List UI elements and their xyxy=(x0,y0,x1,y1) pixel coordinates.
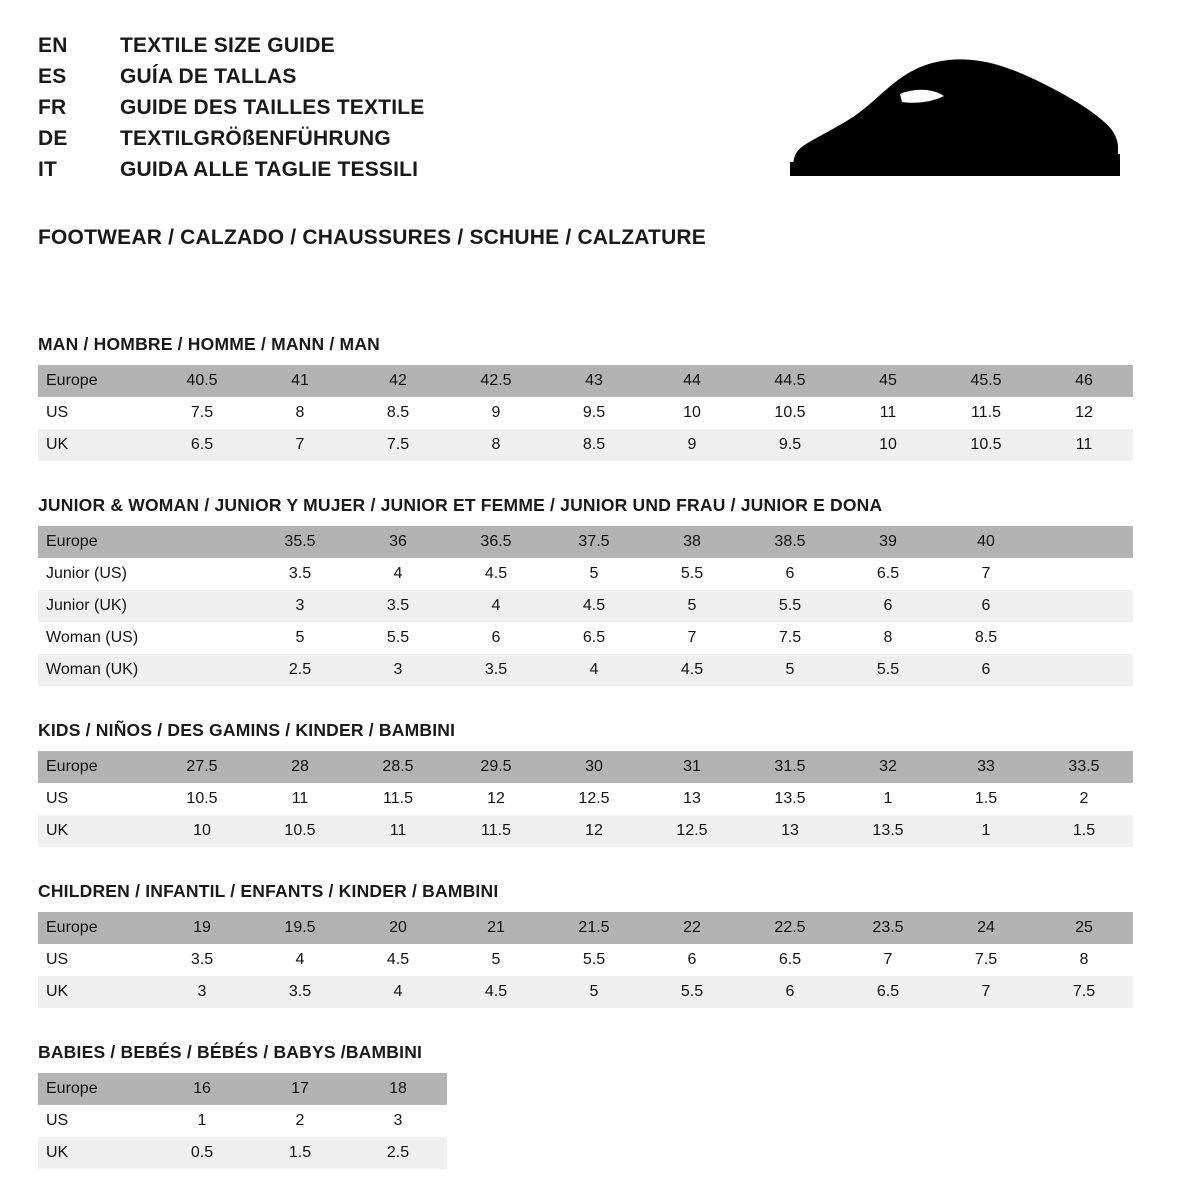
cell: 32 xyxy=(839,751,937,783)
cell: 7.5 xyxy=(1035,976,1133,1008)
cell: 5.5 xyxy=(643,976,741,1008)
cell: 42 xyxy=(349,365,447,397)
row-label: Europe xyxy=(38,751,153,783)
cell xyxy=(153,622,251,654)
language-row xyxy=(38,30,424,61)
cell: 3.5 xyxy=(251,558,349,590)
cell: 7.5 xyxy=(937,944,1035,976)
cell: 8.5 xyxy=(937,622,1035,654)
row-label: UK xyxy=(38,1137,153,1169)
table-row xyxy=(38,815,1133,847)
cell: 40.5 xyxy=(153,365,251,397)
cell: 1 xyxy=(839,783,937,815)
table-row xyxy=(38,590,1133,622)
cell: 13 xyxy=(741,815,839,847)
cell: 4.5 xyxy=(349,944,447,976)
row-label: Woman (UK) xyxy=(38,654,153,686)
cell: 12.5 xyxy=(545,783,643,815)
cell: 12 xyxy=(545,815,643,847)
cell: 4.5 xyxy=(545,590,643,622)
language-title: TEXTILE SIZE GUIDE xyxy=(120,34,335,57)
language-list xyxy=(38,30,424,185)
table-row xyxy=(38,1137,447,1169)
section-babies xyxy=(38,1042,1162,1169)
cell: 9.5 xyxy=(545,397,643,429)
size-table-junior-woman xyxy=(38,526,1133,686)
cell: 5.5 xyxy=(741,590,839,622)
language-title: GUÍA DE TALLAS xyxy=(120,65,297,88)
cell: 0.5 xyxy=(153,1137,251,1169)
cell: 23.5 xyxy=(839,912,937,944)
cell: 1 xyxy=(153,1105,251,1137)
cell: 4.5 xyxy=(643,654,741,686)
cell: 3.5 xyxy=(349,590,447,622)
cell: 6.5 xyxy=(153,429,251,461)
language-code: ES xyxy=(38,65,67,88)
cell: 10.5 xyxy=(153,783,251,815)
language-row xyxy=(38,61,424,92)
cell: 8 xyxy=(839,622,937,654)
cell: 3.5 xyxy=(447,654,545,686)
cell: 1.5 xyxy=(1035,815,1133,847)
table-row xyxy=(38,976,1133,1008)
section-man xyxy=(38,334,1162,461)
cell: 35.5 xyxy=(251,526,349,558)
row-label: Europe xyxy=(38,526,153,558)
cell: 45.5 xyxy=(937,365,1035,397)
row-label: US xyxy=(38,397,153,429)
cell: 31.5 xyxy=(741,751,839,783)
cell: 6 xyxy=(937,590,1035,622)
cell: 38 xyxy=(643,526,741,558)
cell xyxy=(153,526,251,558)
cell: 13 xyxy=(643,783,741,815)
cell: 8.5 xyxy=(545,429,643,461)
cell: 27.5 xyxy=(153,751,251,783)
cell: 5 xyxy=(741,654,839,686)
cell: 4 xyxy=(349,558,447,590)
row-label: UK xyxy=(38,976,153,1008)
cell: 42.5 xyxy=(447,365,545,397)
cell: 5.5 xyxy=(545,944,643,976)
cell: 6 xyxy=(741,558,839,590)
cell: 7 xyxy=(643,622,741,654)
cell: 5 xyxy=(643,590,741,622)
cell: 19.5 xyxy=(251,912,349,944)
cell: 6 xyxy=(937,654,1035,686)
cell: 6 xyxy=(839,590,937,622)
section-title: CHILDREN / INFANTIL / ENFANTS / KINDER / BAMBINI xyxy=(38,881,499,901)
cell: 11.5 xyxy=(937,397,1035,429)
language-title: GUIDA ALLE TAGLIE TESSILI xyxy=(120,158,419,181)
cell: 3 xyxy=(349,1105,447,1137)
dress-shoe-icon xyxy=(782,58,1122,193)
language-row xyxy=(38,92,424,123)
cell: 4.5 xyxy=(447,976,545,1008)
cell xyxy=(1035,590,1133,622)
cell: 44 xyxy=(643,365,741,397)
row-label: US xyxy=(38,783,153,815)
cell: 11 xyxy=(839,397,937,429)
section-title: KIDS / NIÑOS / DES GAMINS / KINDER / BAMBINI xyxy=(38,720,456,740)
cell: 46 xyxy=(1035,365,1133,397)
table-row xyxy=(38,654,1133,686)
cell: 20 xyxy=(349,912,447,944)
cell: 37.5 xyxy=(545,526,643,558)
table-row xyxy=(38,1073,447,1105)
cell: 2 xyxy=(251,1105,349,1137)
cell: 22.5 xyxy=(741,912,839,944)
cell: 24 xyxy=(937,912,1035,944)
cell: 3.5 xyxy=(251,976,349,1008)
cell: 11 xyxy=(251,783,349,815)
table-row xyxy=(38,783,1133,815)
cell: 18 xyxy=(349,1073,447,1105)
cell xyxy=(153,590,251,622)
cell: 31 xyxy=(643,751,741,783)
size-table-kids xyxy=(38,751,1133,847)
cell: 3.5 xyxy=(153,944,251,976)
row-label: Europe xyxy=(38,912,153,944)
header xyxy=(38,30,1162,193)
language-row xyxy=(38,154,424,185)
cell: 43 xyxy=(545,365,643,397)
cell: 30 xyxy=(545,751,643,783)
language-row xyxy=(38,123,424,154)
cell: 9 xyxy=(447,397,545,429)
cell: 6 xyxy=(447,622,545,654)
cell: 11 xyxy=(349,815,447,847)
cell: 9 xyxy=(643,429,741,461)
cell: 2.5 xyxy=(349,1137,447,1169)
cell: 8 xyxy=(1035,944,1133,976)
cell: 7 xyxy=(937,558,1035,590)
cell: 7.5 xyxy=(153,397,251,429)
cell: 5 xyxy=(251,622,349,654)
cell: 21 xyxy=(447,912,545,944)
table-row xyxy=(38,912,1133,944)
cell: 3 xyxy=(349,654,447,686)
cell: 9.5 xyxy=(741,429,839,461)
section-children xyxy=(38,881,1162,1008)
row-label: Europe xyxy=(38,1073,153,1105)
table-row xyxy=(38,944,1133,976)
cell: 1 xyxy=(937,815,1035,847)
cell: 7.5 xyxy=(741,622,839,654)
cell: 45 xyxy=(839,365,937,397)
cell: 5.5 xyxy=(839,654,937,686)
row-label: US xyxy=(38,1105,153,1137)
row-label: UK xyxy=(38,815,153,847)
cell: 29.5 xyxy=(447,751,545,783)
cell: 44.5 xyxy=(741,365,839,397)
cell: 6.5 xyxy=(741,944,839,976)
cell: 6 xyxy=(741,976,839,1008)
size-table-babies xyxy=(38,1073,447,1169)
cell: 4.5 xyxy=(447,558,545,590)
cell: 41 xyxy=(251,365,349,397)
cell xyxy=(1035,558,1133,590)
row-label: UK xyxy=(38,429,153,461)
language-code: FR xyxy=(38,96,67,119)
cell: 13.5 xyxy=(741,783,839,815)
table-row xyxy=(38,365,1133,397)
cell: 6.5 xyxy=(839,976,937,1008)
section-title: BABIES / BEBÉS / BÉBÉS / BABYS /BAMBINI xyxy=(38,1042,423,1062)
language-title: GUIDE DES TAILLES TEXTILE xyxy=(120,96,425,119)
cell: 36.5 xyxy=(447,526,545,558)
cell: 7.5 xyxy=(349,429,447,461)
cell: 10 xyxy=(643,397,741,429)
language-title: TEXTILGRÖßENFÜHRUNG xyxy=(120,127,391,150)
cell: 40 xyxy=(937,526,1035,558)
cell: 12.5 xyxy=(643,815,741,847)
cell xyxy=(1035,654,1133,686)
table-row xyxy=(38,526,1133,558)
cell: 21.5 xyxy=(545,912,643,944)
cell: 11.5 xyxy=(447,815,545,847)
language-code: IT xyxy=(38,158,58,181)
cell: 8 xyxy=(251,397,349,429)
cell: 7 xyxy=(937,976,1035,1008)
row-label: Junior (UK) xyxy=(38,590,153,622)
cell: 5.5 xyxy=(349,622,447,654)
section-title: JUNIOR & WOMAN / JUNIOR Y MUJER / JUNIOR ET FEMME / JUNIOR UND FRAU / JUNIOR E DONA xyxy=(38,495,883,515)
row-label: Europe xyxy=(38,365,153,397)
cell: 5 xyxy=(447,944,545,976)
cell: 7 xyxy=(839,944,937,976)
size-table-man xyxy=(38,365,1133,461)
cell: 4 xyxy=(349,976,447,1008)
table-row xyxy=(38,429,1133,461)
cell: 8.5 xyxy=(349,397,447,429)
cell: 5.5 xyxy=(643,558,741,590)
cell: 6.5 xyxy=(839,558,937,590)
cell: 6.5 xyxy=(545,622,643,654)
cell: 3 xyxy=(251,590,349,622)
cell: 11 xyxy=(1035,429,1133,461)
cell: 38.5 xyxy=(741,526,839,558)
cell: 28 xyxy=(251,751,349,783)
table-row xyxy=(38,558,1133,590)
cell: 12 xyxy=(447,783,545,815)
table-row xyxy=(38,397,1133,429)
cell: 7 xyxy=(251,429,349,461)
cell xyxy=(1035,526,1133,558)
cell: 2 xyxy=(1035,783,1133,815)
cell: 39 xyxy=(839,526,937,558)
cell xyxy=(153,654,251,686)
size-table-children xyxy=(38,912,1133,1008)
cell: 4 xyxy=(545,654,643,686)
cell: 28.5 xyxy=(349,751,447,783)
cell: 17 xyxy=(251,1073,349,1105)
cell: 25 xyxy=(1035,912,1133,944)
cell: 22 xyxy=(643,912,741,944)
table-row xyxy=(38,622,1133,654)
language-code: DE xyxy=(38,127,68,150)
cell: 5 xyxy=(545,976,643,1008)
section-junior-woman xyxy=(38,495,1162,686)
cell: 16 xyxy=(153,1073,251,1105)
table-row xyxy=(38,751,1133,783)
cell: 10.5 xyxy=(741,397,839,429)
cell: 33 xyxy=(937,751,1035,783)
cell: 10 xyxy=(839,429,937,461)
section-title: MAN / HOMBRE / HOMME / MANN / MAN xyxy=(38,334,380,354)
cell: 4 xyxy=(251,944,349,976)
cell: 8 xyxy=(447,429,545,461)
cell: 33.5 xyxy=(1035,751,1133,783)
cell xyxy=(1035,622,1133,654)
cell: 10.5 xyxy=(937,429,1035,461)
cell: 2.5 xyxy=(251,654,349,686)
cell: 1.5 xyxy=(251,1137,349,1169)
cell: 12 xyxy=(1035,397,1133,429)
cell: 10 xyxy=(153,815,251,847)
cell: 6 xyxy=(643,944,741,976)
cell: 36 xyxy=(349,526,447,558)
cell: 1.5 xyxy=(937,783,1035,815)
cell: 3 xyxy=(153,976,251,1008)
language-code: EN xyxy=(38,34,68,57)
cell: 13.5 xyxy=(839,815,937,847)
footwear-heading: FOOTWEAR / CALZADO / CHAUSSURES / SCHUHE / CALZATURE xyxy=(38,226,707,249)
row-label: US xyxy=(38,944,153,976)
cell: 11.5 xyxy=(349,783,447,815)
row-label: Woman (US) xyxy=(38,622,153,654)
cell: 4 xyxy=(447,590,545,622)
cell: 19 xyxy=(153,912,251,944)
table-row xyxy=(38,1105,447,1137)
section-kids xyxy=(38,720,1162,847)
cell: 10.5 xyxy=(251,815,349,847)
cell: 5 xyxy=(545,558,643,590)
row-label: Junior (US) xyxy=(38,558,153,590)
cell xyxy=(153,558,251,590)
